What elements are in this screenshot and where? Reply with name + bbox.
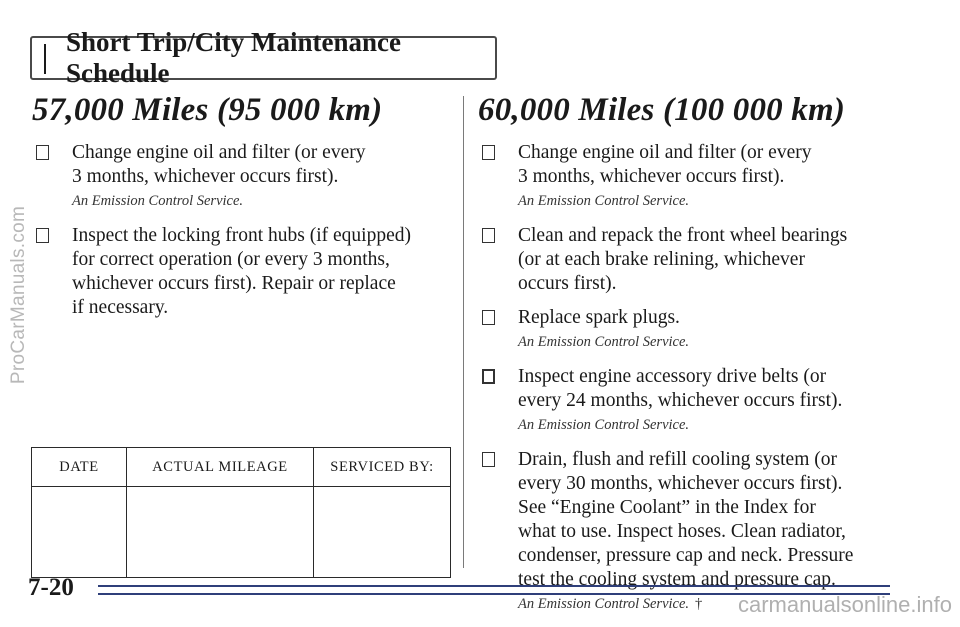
side-watermark (4, 90, 34, 500)
item-text-line: (or at each brake relining, whichever (518, 249, 805, 270)
emission-note: An Emission Control Service. (518, 417, 690, 433)
checkbox-icon (36, 228, 49, 243)
section-header-tab (30, 27, 497, 88)
checklist-item (478, 365, 918, 413)
item-text-line: every 30 months, whichever occurs first). (518, 473, 843, 494)
checklist-item (478, 141, 918, 189)
item-text-line: Replace spark plugs. (518, 307, 680, 328)
checklist-item (478, 306, 918, 330)
section-title: Short Trip/City Maintenance Schedule (66, 27, 401, 88)
table-row (32, 487, 451, 578)
item-text-line: condenser, pressure cap and neck. Pressure (518, 545, 854, 566)
mileage-heading-60000: 60,000 Miles (100 000 km) (478, 92, 846, 128)
item-text-line: test the cooling system and pressure cap. (518, 569, 836, 590)
column-header-serviced-by: SERVICED BY: (314, 448, 451, 487)
item-text-line: 3 months, whichever occurs first). (72, 166, 339, 187)
item-text-line: Inspect the locking front hubs (if equipped) (72, 225, 411, 246)
checklist-item (478, 224, 918, 296)
item-text-line: Change engine oil and filter (or every (518, 142, 812, 163)
emission-note: An Emission Control Service. (518, 334, 690, 350)
checkbox-icon (482, 452, 495, 467)
item-text-line: whichever occurs first). Repair or replace (72, 273, 396, 294)
item-text-line: Drain, flush and refill cooling system (or (518, 449, 837, 470)
checklist-item (32, 224, 452, 320)
column-header-actual-mileage: ACTUAL MILEAGE (127, 448, 314, 487)
service-record-table (31, 447, 451, 578)
item-text-line: 3 months, whichever occurs first). (518, 166, 785, 187)
item-text-line: Inspect engine accessory drive belts (or (518, 366, 827, 387)
mileage-heading-57000: 57,000 Miles (95 000 km) (32, 92, 383, 128)
checkbox-icon (36, 145, 49, 160)
checkbox-icon (482, 228, 495, 243)
checkbox-icon (482, 145, 495, 160)
checkbox-icon (482, 369, 495, 384)
dagger-mark: † (695, 596, 703, 612)
item-text-line: for correct operation (or every 3 months, (72, 249, 390, 270)
item-text-line: Clean and repack the front wheel bearings (518, 225, 848, 246)
header-tab-marker (44, 44, 46, 74)
emission-note: An Emission Control Service. (72, 193, 244, 209)
item-text-line: occurs first). (518, 273, 617, 294)
actual-mileage-cell[interactable] (127, 487, 314, 578)
emission-note: An Emission Control Service. (518, 193, 690, 209)
checkbox-icon (482, 310, 495, 325)
column-divider (463, 96, 464, 568)
date-cell[interactable] (32, 487, 127, 578)
table-header-row (32, 448, 451, 487)
checklist-item (478, 448, 918, 592)
side-watermark-text: ProCarManuals.com (8, 205, 29, 385)
bottom-watermark: carmanualsonline.info (737, 592, 952, 617)
checklist-item (32, 141, 452, 189)
item-text-line: what to use. Inspect hoses. Clean radiator, (518, 521, 846, 542)
serviced-by-cell[interactable] (314, 487, 451, 578)
page-number: 7-20 (28, 574, 74, 601)
item-text-line: if necessary. (72, 297, 169, 318)
right-column (478, 92, 918, 627)
column-header-date: DATE (32, 448, 127, 487)
emission-note-text: An Emission Control Service. (518, 596, 690, 612)
item-text-line: every 24 months, whichever occurs first). (518, 390, 843, 411)
item-text-line: See “Engine Coolant” in the Index for (518, 497, 816, 518)
left-column (32, 92, 452, 322)
item-text-line: Change engine oil and filter (or every (72, 142, 366, 163)
